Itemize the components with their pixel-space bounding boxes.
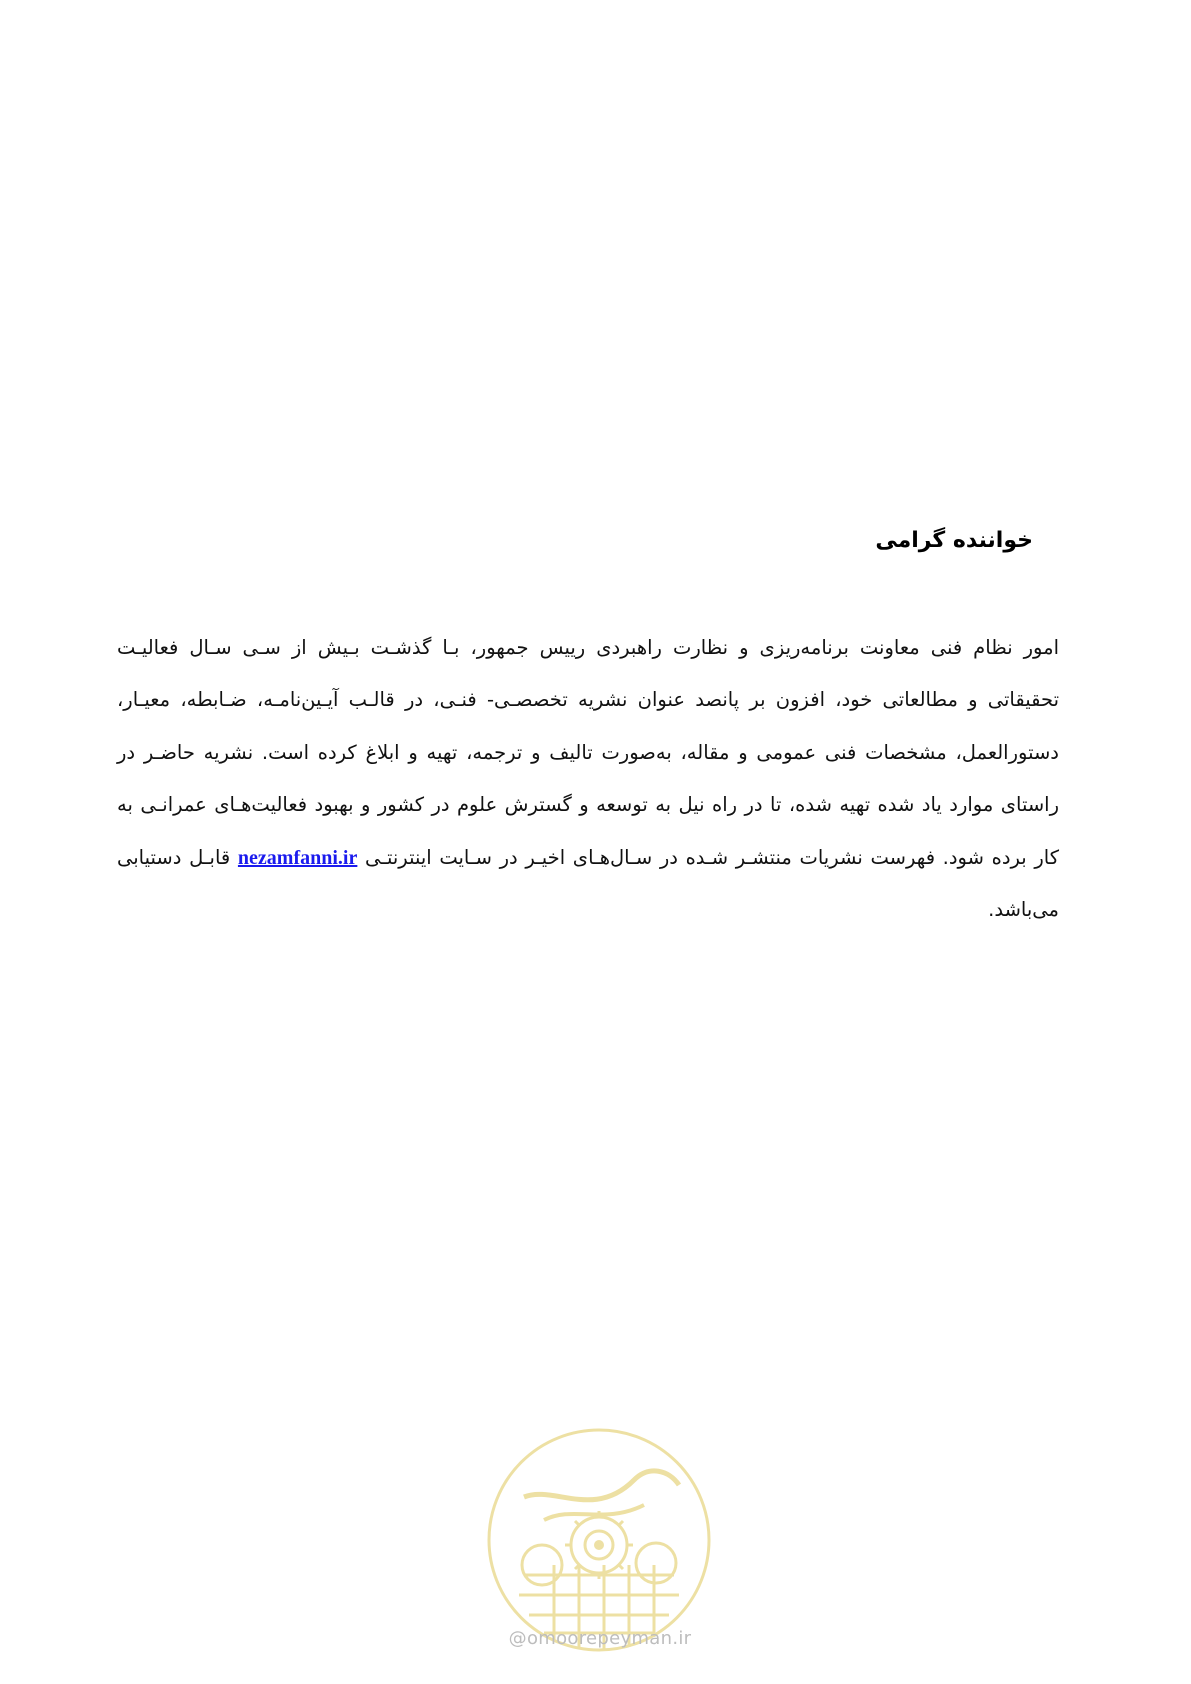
paragraph-text-end: قابـل دستیابی می‌باشد. xyxy=(117,845,1059,922)
omoorepeyman-seal-icon xyxy=(484,1425,714,1655)
intro-paragraph xyxy=(117,622,1059,936)
website-link[interactable]: nezamfanni.ir xyxy=(237,846,358,869)
page-heading: خواننده گرامی xyxy=(875,528,1033,553)
watermark-caption: @omoorepeyman.ir xyxy=(508,1628,692,1649)
paragraph-text: امور نظام فنی معاونت برنامه‌ریزی و نظارت راهبردی رییس جمهور، بـا گذشـت بـیش از سـی سـال فعالیـت تحقیقاتی و مطالعاتی خود، افزون بر پانصد عنوان نشریه تخصصـی- فنـی، در قالـب آیـین‌نامـه، ضـابطه، معیـار، دستورالعمل، مشخصات فنی عمومی و مقاله، به‌صورت تالیف و ترجمه، تهیه و ابلاغ کرده است. نشریه حاضـر در راستای موارد یاد شده تهیه شده، تا در راه نیل به توسعه و گسترش علوم در کشور و بهبود فعالیت‌هـای عمرانـی به کار برده شود. فهرست نشریات منتشـر شـده در سـال‌هـای اخیـر در سـایت اینترنتـی xyxy=(117,636,1060,869)
